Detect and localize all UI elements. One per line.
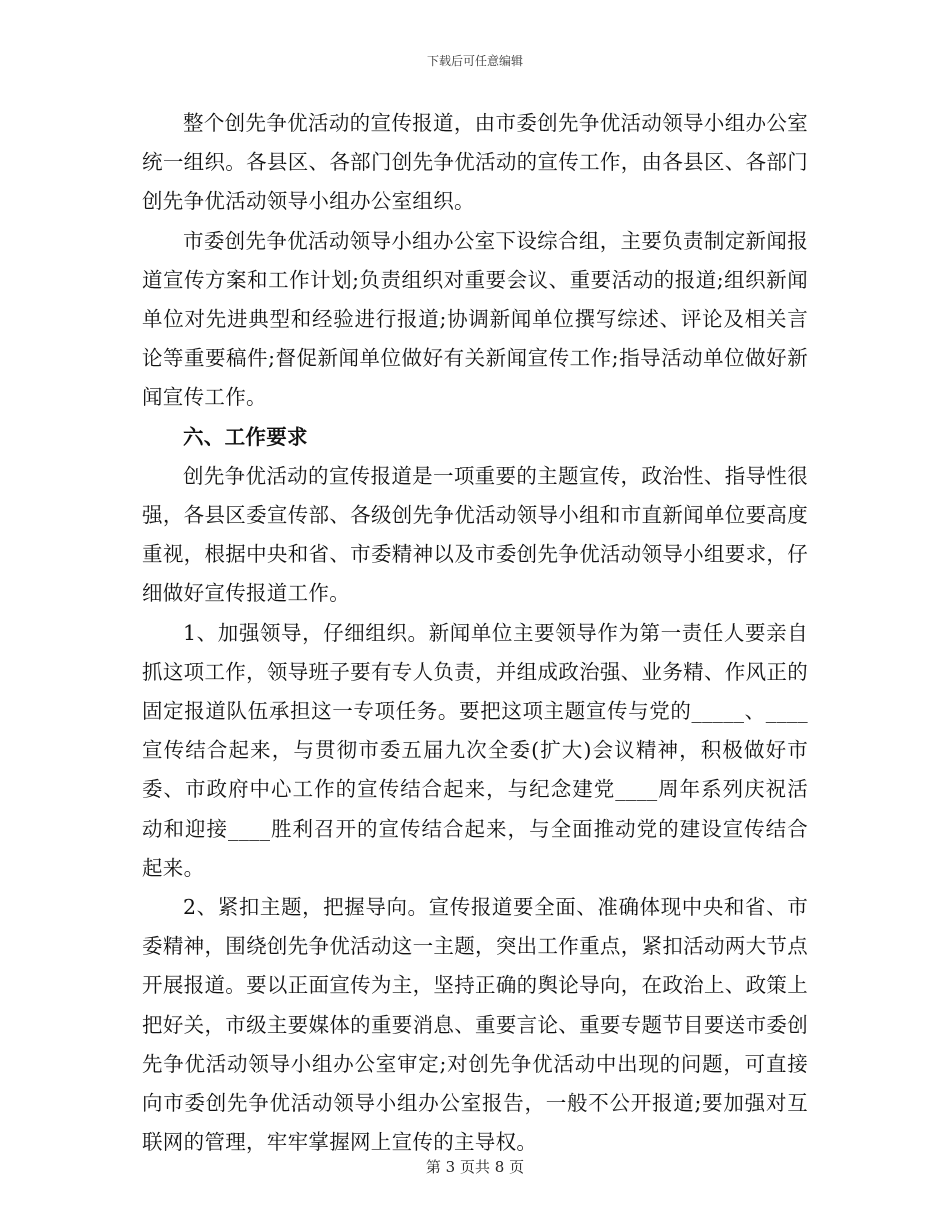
paragraph-theme-guidance: 2、紧扣主题，把握导向。宣传报道要全面、准确体现中央和省、市委精神，围绕创先争优活动这一主题，突出工作重点，紧扣活动两大节点开展报道。要以正面宣传为主，坚持正确的舆论导向，在政治上、政策上把好关，市级主要媒体的重要消息、重要言论、重要专题节目要送市委创先争优活动领导小组办公室审定;对创先争优活动中出现的问题，可直接向市委创先争优活动领导小组办公室报告，一般不公开报道;要加强对互联网的管理，牢牢掌握网上宣传的主导权。: [142, 895, 808, 1155]
page-number: 第 3 页共 8 页: [425, 1158, 525, 1176]
section-heading-work-requirements: 六、工作要求: [183, 424, 308, 449]
paragraph-comprehensive-group: 市委创先争优活动领导小组办公室下设综合组，主要负责制定新闻报道宣传方案和工作计划;负责组织对重要会议、重要活动的报道;组织新闻单位对先进典型和经验进行报道;协调新闻单位撰写综述、评论及相关言论等重要稿件;督促新闻单位做好有关新闻宣传工作;指导活动单位做好新闻宣传工作。: [142, 228, 808, 410]
document-body: [142, 104, 808, 1162]
paragraph-requirements-intro: 创先争优活动的宣传报道是一项重要的主题宣传，政治性、指导性很强，各县区委宣传部、各级创先争优活动领导小组和市直新闻单位要高度重视，根据中央和省、市委精神以及市委创先争优活动领导小组要求，仔细做好宣传报道工作。: [142, 463, 808, 606]
paragraph-organization: 整个创先争优活动的宣传报道，由市委创先争优活动领导小组办公室统一组织。各县区、各部门创先争优活动的宣传工作，由各县区、各部门创先争优活动领导小组办公室组织。: [142, 111, 808, 214]
paragraph-strengthen-leadership: 1、加强领导，仔细组织。新闻单位主要领导作为第一责任人要亲自抓这项工作，领导班子要有专人负责，并组成政治强、业务精、作风正的固定报道队伍承担这一专项任务。要把这项主题宣传与党的_____、____宣传结合起来，与贯彻市委五届九次全委(扩大)会议精神，积极做好市委、市政府中心工作的宣传结合起来，与纪念建党____周年系列庆祝活动和迎接____胜利召开的宣传结合起来，与全面推动党的建设宣传结合起来。: [142, 620, 808, 880]
page-header-note: 下载后可任意编辑: [426, 54, 523, 68]
